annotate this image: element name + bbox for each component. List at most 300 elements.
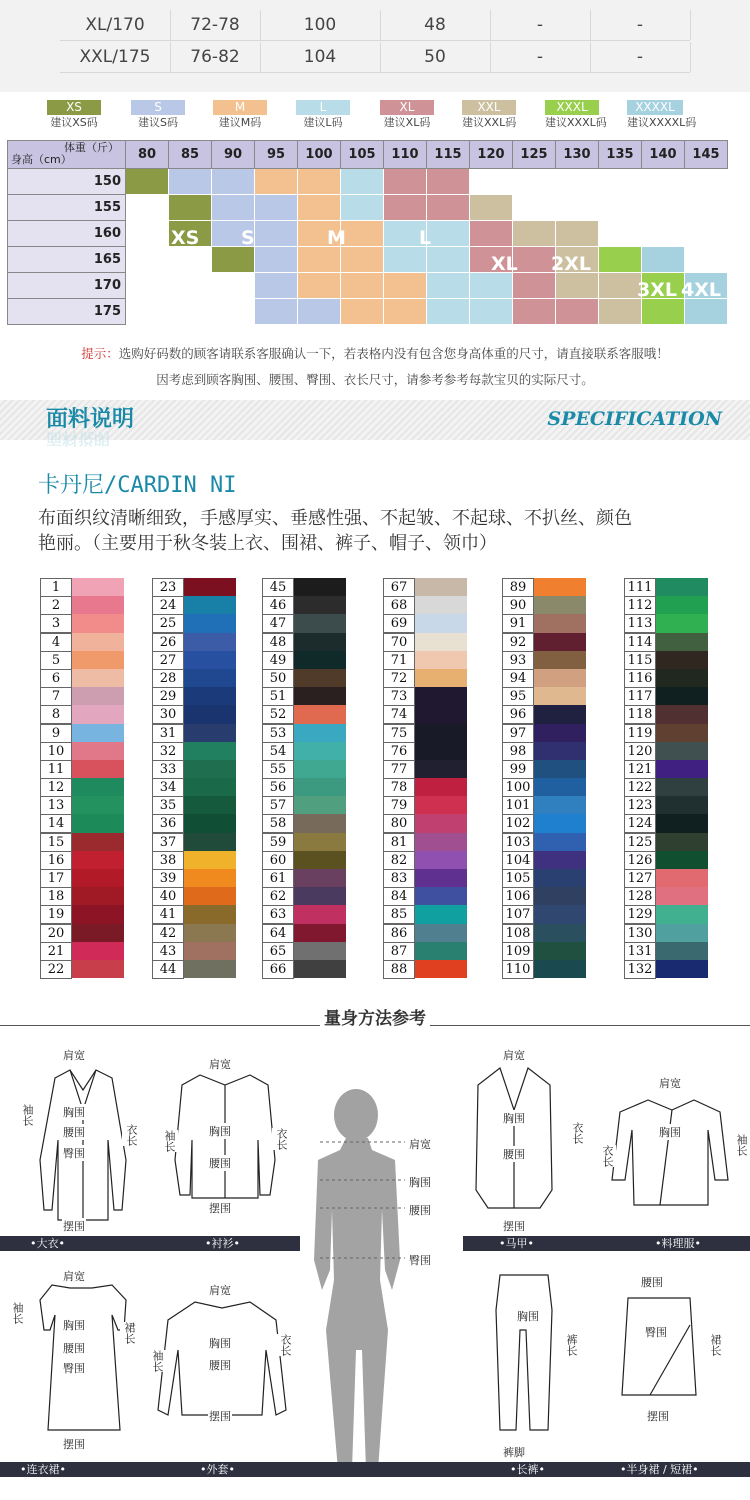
swatch-color [415,614,467,632]
swatch-number: 62 [262,887,294,906]
swatch-number: 23 [152,578,184,597]
swatch-color [184,942,236,960]
grid-cell [169,299,212,325]
measure-label-waist: 腰围 [503,1148,525,1161]
garment-pants: •长裤• [510,1463,545,1476]
weight-header: 105 [341,141,384,169]
swatch-color [184,633,236,651]
swatch-number: 66 [262,960,294,979]
swatch-number: 97 [502,724,534,743]
swatch-color [415,596,467,614]
measure-label-waist: 腰围 [209,1359,231,1372]
swatch-color [184,578,236,596]
grid-cell [169,273,212,299]
grid-cell [169,169,212,195]
swatch-number: 111 [624,578,656,597]
swatch-color [534,614,586,632]
swatch-number: 73 [383,687,415,706]
swatch-color [184,669,236,687]
grid-cell [470,299,513,325]
grid-cell [427,299,470,325]
swatch-color [294,833,346,851]
swatch-number: 13 [40,796,72,815]
swatch-color [534,924,586,942]
grid-cell [298,247,341,273]
grid-cell [556,273,599,299]
grid-cell [556,195,599,221]
legend-item [296,100,350,130]
grid-cell [212,169,255,195]
swatch-color [656,651,708,669]
swatch-number: 89 [502,578,534,597]
swatch-number: 42 [152,924,184,943]
swatch-number: 72 [383,669,415,688]
weight-header: 130 [556,141,599,169]
swatch-number: 36 [152,814,184,833]
swatch-color [534,905,586,923]
measure-label-length: 衣长 [276,1334,294,1356]
swatch-color [294,705,346,723]
legend-swatch: L [296,100,350,115]
swatch-color [184,596,236,614]
swatch-number: 19 [40,905,72,924]
swatch-number: 34 [152,778,184,797]
swatch-color [184,905,236,923]
swatch-number: 123 [624,796,656,815]
measure-label-sleeve: 袖长 [160,1130,178,1152]
legend-label: 建议S码 [138,116,178,129]
fabric-title: 面料说明 [46,407,135,432]
measure-label-waist: 腰围 [641,1276,663,1289]
grid-cell [513,169,556,195]
size-zone-label: 4XL [681,279,721,301]
height-header: 165 [8,247,126,273]
legend-swatch: XL [380,100,434,115]
height-header: 155 [8,195,126,221]
grid-cell [255,273,298,299]
swatch-color [656,887,708,905]
measure-label-hem: 摆围 [63,1220,85,1233]
grid-cell [427,247,470,273]
swatch-number: 45 [262,578,294,597]
swatch-color [294,942,346,960]
pants-illustration [496,1275,552,1430]
swatch-number: 4 [40,633,72,652]
spec-cell: 72-78 [170,10,261,40]
swatch-color [656,633,708,651]
swatch-color [184,687,236,705]
swatch-number: 95 [502,687,534,706]
size-spec-table [0,0,750,92]
measurement-illustrations [0,1030,750,1500]
swatch-number: 100 [502,778,534,797]
swatch-color [184,796,236,814]
grid-cell [470,169,513,195]
swatch-color [534,724,586,742]
swatch-color [415,960,467,978]
spec-cell: XXL/175 [60,42,171,72]
measure-label-sleeve: 袖长 [732,1134,750,1156]
swatch-number: 104 [502,851,534,870]
grid-cell [255,169,298,195]
spec-cell: - [590,42,691,72]
swatch-number: 40 [152,887,184,906]
legend-swatch: XXXL [545,100,599,115]
grid-cell [255,221,298,247]
measure-label-length: 衣长 [598,1145,616,1167]
grid-cell [384,247,427,273]
grid-cell [341,247,384,273]
swatch-color [534,851,586,869]
grid-cell [599,299,642,325]
measure-label-shoulder: 肩宽 [503,1049,525,1062]
swatch-color [184,869,236,887]
swatch-color [72,596,124,614]
weight-header: 145 [685,141,728,169]
size-zone-label: XS [171,227,200,249]
grid-cell [126,195,169,221]
measure-label-chest: 胸围 [209,1337,231,1350]
measure-label-waist: 腰围 [63,1126,85,1139]
swatch-number: 131 [624,942,656,961]
swatch-color [656,869,708,887]
swatch-color [415,724,467,742]
swatch-color [534,869,586,887]
grid-cell [298,195,341,221]
swatch-color [184,960,236,978]
swatch-color [72,651,124,669]
height-header: 160 [8,221,126,247]
legend-item [545,100,607,130]
swatch-color [72,669,124,687]
grid-cell [685,195,728,221]
swatch-number: 114 [624,633,656,652]
swatch-color [656,705,708,723]
spec-cell: - [490,10,591,40]
measure-label-chest: 胸围 [503,1112,525,1125]
swatch-number: 64 [262,924,294,943]
swatch-number: 90 [502,596,534,615]
grid-cell [513,221,556,247]
weight-header: 85 [169,141,212,169]
garment-chef: •料理服• [655,1237,701,1250]
swatch-color [72,851,124,869]
measure-label-hem: 摆围 [209,1202,231,1215]
swatch-number: 87 [383,942,415,961]
fabric-desc-2: 艳丽。（主要用于秋冬装上衣、围裙、裤子、帽子、领巾） [38,533,497,554]
grid-cell [556,169,599,195]
swatch-color [294,687,346,705]
grid-cell [169,247,212,273]
swatch-number: 122 [624,778,656,797]
swatch-color [415,778,467,796]
swatch-number: 41 [152,905,184,924]
swatch-number: 39 [152,869,184,888]
weight-header: 100 [298,141,341,169]
swatch-color [294,578,346,596]
swatch-color [294,924,346,942]
swatch-number: 124 [624,814,656,833]
swatch-color [534,942,586,960]
weight-header: 110 [384,141,427,169]
swatch-color [184,724,236,742]
swatch-number: 47 [262,614,294,633]
swatch-color [415,633,467,651]
size-zone-label: S [241,227,255,249]
swatch-number: 37 [152,833,184,852]
swatch-number: 7 [40,687,72,706]
swatch-number: 103 [502,833,534,852]
spec-cell: - [590,10,691,40]
swatch-color [72,578,124,596]
swatch-number: 106 [502,887,534,906]
legend-swatch: XS [47,100,101,115]
swatch-number: 83 [383,869,415,888]
swatch-number: 98 [502,742,534,761]
swatch-number: 80 [383,814,415,833]
swatch-number: 57 [262,796,294,815]
swatch-color [656,960,708,978]
swatch-number: 26 [152,633,184,652]
measure-title: 量身方法参考 [320,1004,430,1029]
swatch-number: 17 [40,869,72,888]
swatch-color [415,851,467,869]
spec-cell: 48 [380,10,491,40]
swatch-color [72,905,124,923]
swatch-color [534,578,586,596]
grid-cell [255,247,298,273]
swatch-number: 11 [40,760,72,779]
swatch-color [294,960,346,978]
notice-line-2: 因考虑到顾客胸围、腰围、臀围、衣长尺寸，请参考参考每款宝贝的实际尺寸。 [156,372,594,387]
swatch-color [72,742,124,760]
swatch-number: 82 [383,851,415,870]
swatch-number: 130 [624,924,656,943]
swatch-number: 2 [40,596,72,615]
swatch-number: 49 [262,651,294,670]
grid-cell [470,221,513,247]
measure-label-chest: 胸围 [63,1106,85,1119]
measure-label-chest: 胸围 [409,1176,431,1189]
swatch-color [415,687,467,705]
legend-label: 建议XL码 [383,116,431,129]
grid-cell [642,169,685,195]
garment-bar-row1-right [463,1236,750,1251]
swatch-color [656,814,708,832]
measure-label-hip: 臀围 [409,1254,431,1267]
swatch-color [656,724,708,742]
grid-cell [384,169,427,195]
swatch-color [72,687,124,705]
swatch-color [72,887,124,905]
swatch-color [534,887,586,905]
weight-header: 140 [642,141,685,169]
spec-cell: 50 [380,42,491,72]
swatch-number: 101 [502,796,534,815]
swatch-color [656,942,708,960]
measure-label-chest: 胸围 [659,1126,681,1139]
measure-label-hip: 臀围 [63,1147,85,1160]
swatch-number: 121 [624,760,656,779]
grid-cell [642,195,685,221]
grid-cell [556,221,599,247]
grid-cell [255,299,298,325]
swatch-number: 1 [40,578,72,597]
measure-label-shoulder: 肩宽 [209,1284,231,1297]
vest-illustration [476,1068,552,1208]
swatch-color [415,833,467,851]
swatch-number: 15 [40,833,72,852]
grid-cell [685,169,728,195]
swatch-number: 120 [624,742,656,761]
grid-cell [255,195,298,221]
grid-cell [341,169,384,195]
swatch-number: 46 [262,596,294,615]
legend-item [213,100,267,130]
legend-item [462,100,516,130]
swatch-color [72,796,124,814]
swatch-color [656,669,708,687]
height-axis-label: 身高（cm） [11,153,72,166]
swatch-color [534,669,586,687]
swatch-number: 63 [262,905,294,924]
grid-cell [599,169,642,195]
weight-header: 80 [126,141,169,169]
garment-skirt: •半身裙 / 短裙• [620,1463,699,1476]
grid-cell [384,273,427,299]
grid-cell [642,221,685,247]
grid-cell [685,221,728,247]
swatch-color [184,742,236,760]
swatch-color [294,596,346,614]
swatch-color [184,651,236,669]
spec-cell: 76-82 [170,42,261,72]
grid-cell [427,221,470,247]
grid-cell [384,299,427,325]
swatch-number: 86 [383,924,415,943]
swatch-number: 132 [624,960,656,979]
swatch-number: 94 [502,669,534,688]
swatch-number: 71 [383,651,415,670]
grid-corner [8,141,126,169]
measure-label-length: 衣长 [568,1122,586,1144]
measure-label-waist: 腰围 [63,1342,85,1355]
grid-cell [341,299,384,325]
swatch-number: 118 [624,705,656,724]
swatch-color [534,687,586,705]
swatch-number: 20 [40,924,72,943]
fabric-desc-1: 布面织纹清晰细致，手感厚实、垂感性强、不起皱、不起球、不扒丝、颜色 [38,508,632,529]
skirt-illustration [622,1298,696,1395]
swatch-color [656,778,708,796]
fabric-name: 卡丹尼/CARDIN NI [38,473,237,498]
swatch-number: 76 [383,742,415,761]
measure-label-length: 衣长 [122,1124,140,1146]
swatch-color [415,760,467,778]
swatch-number: 125 [624,833,656,852]
legend-item [380,100,434,130]
swatch-number: 68 [383,596,415,615]
legend-item [131,100,185,130]
dress-illustration [40,1285,126,1430]
swatch-color [72,814,124,832]
size-zone-label: M [327,227,346,249]
swatch-color [184,760,236,778]
measure-label-hem: 摆围 [63,1438,85,1451]
swatch-number: 8 [40,705,72,724]
grid-cell [470,195,513,221]
swatch-color [184,833,236,851]
grid-cell [126,247,169,273]
swatch-color [72,960,124,978]
swatch-number: 112 [624,596,656,615]
swatch-color [294,724,346,742]
swatch-number: 3 [40,614,72,633]
swatch-number: 67 [383,578,415,597]
swatch-number: 18 [40,887,72,906]
swatch-number: 50 [262,669,294,688]
measure-label-length: 衣长 [272,1128,290,1150]
swatch-number: 119 [624,724,656,743]
measure-label-hem: 摆围 [209,1410,231,1423]
swatch-number: 51 [262,687,294,706]
grid-cell [212,195,255,221]
grid-cell [685,299,728,325]
swatch-number: 29 [152,687,184,706]
swatch-number: 85 [383,905,415,924]
swatch-color [415,924,467,942]
specification-heading: SPECIFICATION [547,408,722,430]
swatch-color [656,851,708,869]
grid-cell [126,221,169,247]
swatch-number: 127 [624,869,656,888]
garment-vest: •马甲• [499,1237,534,1250]
legend-item [627,100,697,130]
swatch-color [184,814,236,832]
chef-jacket-illustration [612,1100,728,1205]
swatch-color [656,924,708,942]
measure-label-cuff: 裤脚 [503,1446,525,1459]
size-zone-label: L [419,227,432,249]
swatch-color [534,633,586,651]
grid-cell [427,273,470,299]
garment-shirt: •衬衫• [205,1237,240,1250]
measure-label-skirt_length: 裙长 [120,1322,138,1344]
swatch-color [72,633,124,651]
grid-cell [427,195,470,221]
swatch-number: 32 [152,742,184,761]
swatch-color [534,742,586,760]
swatch-number: 61 [262,869,294,888]
spec-cell: 104 [260,42,381,72]
swatch-color [534,705,586,723]
swatch-color [656,578,708,596]
swatch-color [294,742,346,760]
swatch-number: 55 [262,760,294,779]
swatch-color [72,724,124,742]
measure-label-chest: 胸围 [517,1310,539,1323]
swatch-color [184,778,236,796]
measure-label-chest: 胸围 [63,1319,85,1332]
grid-cell [298,273,341,299]
swatch-number: 77 [383,760,415,779]
swatch-color [294,760,346,778]
swatch-color [294,814,346,832]
swatch-number: 128 [624,887,656,906]
weight-header: 95 [255,141,298,169]
swatch-number: 70 [383,633,415,652]
weight-header: 90 [212,141,255,169]
